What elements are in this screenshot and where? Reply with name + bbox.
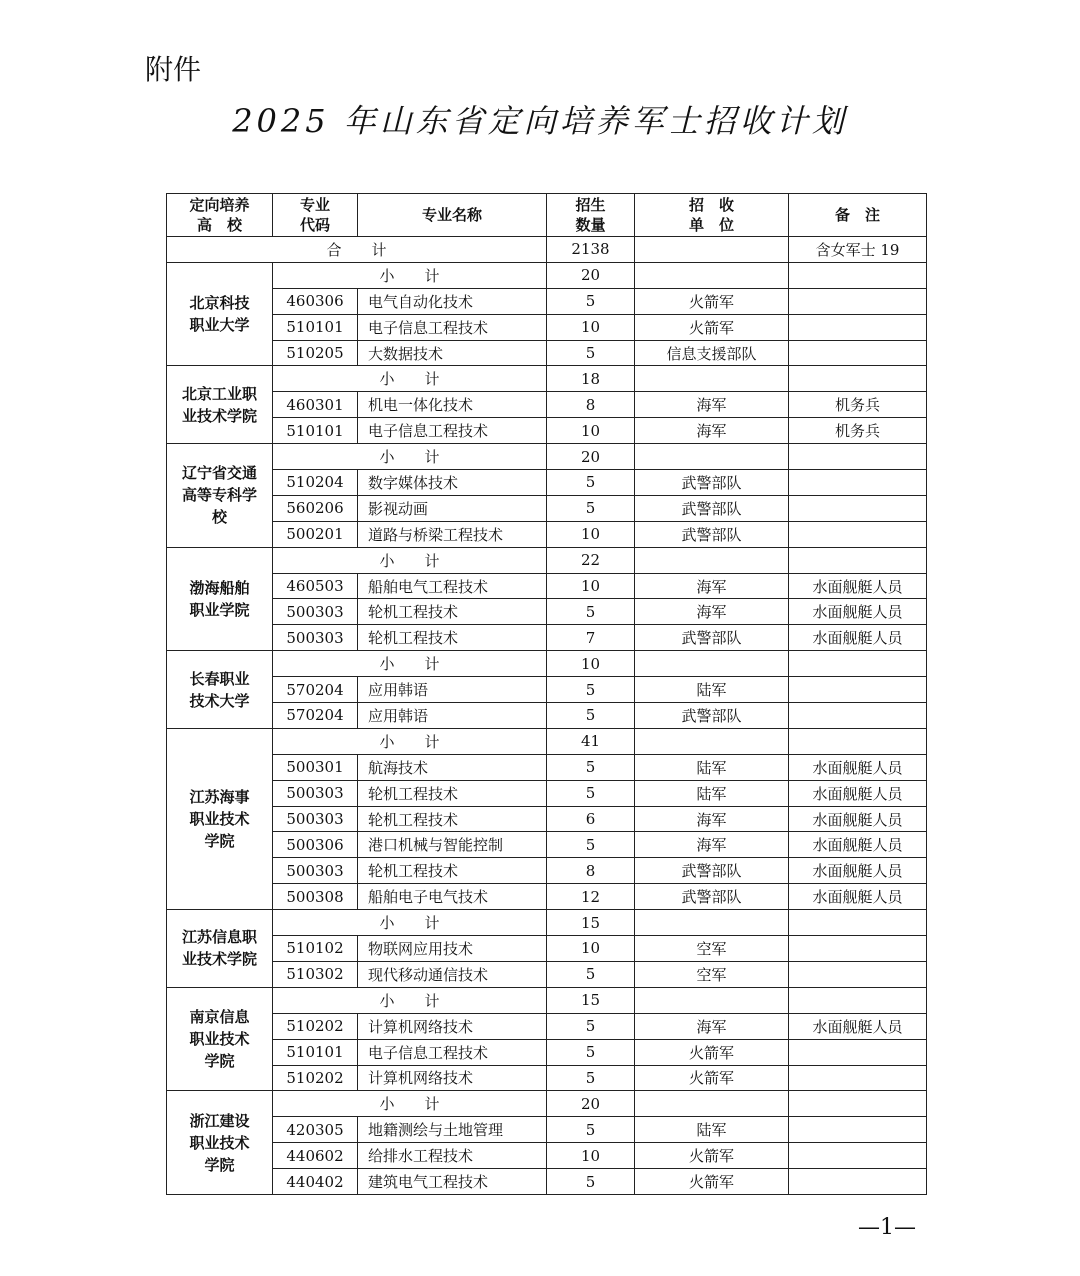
table-row	[167, 1117, 927, 1143]
table-row	[167, 1143, 927, 1169]
table-row	[167, 392, 927, 418]
enroll-count: 5	[547, 677, 635, 703]
recruiting-unit: 武警部队	[635, 495, 789, 521]
subtotal-row	[167, 366, 927, 392]
subtotal-row	[167, 262, 927, 288]
major-name: 船舶电子电气技术	[358, 884, 547, 910]
table-row	[167, 599, 927, 625]
recruiting-unit: 火箭军	[635, 314, 789, 340]
enrollment-plan-table	[166, 193, 927, 1195]
note: 水面舰艇人员	[789, 806, 927, 832]
subtotal-label: 小 计	[273, 444, 547, 470]
subtotal-unit	[635, 728, 789, 754]
column-header: 招 收 单 位	[635, 194, 789, 237]
major-name: 轮机工程技术	[358, 858, 547, 884]
subtotal-note	[789, 1091, 927, 1117]
recruiting-unit: 海军	[635, 806, 789, 832]
major-name: 现代移动通信技术	[358, 961, 547, 987]
note: 水面舰艇人员	[789, 858, 927, 884]
enroll-count: 5	[547, 1169, 635, 1195]
major-code: 510101	[273, 418, 358, 444]
enroll-count: 5	[547, 288, 635, 314]
total-row	[167, 237, 927, 263]
table-row	[167, 1065, 927, 1091]
major-code: 500301	[273, 754, 358, 780]
major-name: 给排水工程技术	[358, 1143, 547, 1169]
enroll-count: 5	[547, 1013, 635, 1039]
enroll-count: 5	[547, 340, 635, 366]
major-code: 460301	[273, 392, 358, 418]
recruiting-unit: 武警部队	[635, 470, 789, 496]
table-row	[167, 340, 927, 366]
enroll-count: 5	[547, 1039, 635, 1065]
table-row	[167, 806, 927, 832]
major-code: 460503	[273, 573, 358, 599]
subtotal-note	[789, 910, 927, 936]
recruiting-unit: 陆军	[635, 754, 789, 780]
school-name: 辽宁省交通 高等专科学 校	[167, 444, 273, 548]
column-header: 专业名称	[358, 194, 547, 237]
major-name: 电子信息工程技术	[358, 1039, 547, 1065]
table-row	[167, 573, 927, 599]
major-name: 建筑电气工程技术	[358, 1169, 547, 1195]
recruiting-unit: 陆军	[635, 780, 789, 806]
table-row	[167, 703, 927, 729]
enroll-count: 5	[547, 599, 635, 625]
column-header: 专业 代码	[273, 194, 358, 237]
enroll-count: 12	[547, 884, 635, 910]
major-name: 计算机网络技术	[358, 1065, 547, 1091]
enroll-count: 5	[547, 780, 635, 806]
school-name: 江苏信息职 业技术学院	[167, 910, 273, 988]
note	[789, 936, 927, 962]
major-name: 大数据技术	[358, 340, 547, 366]
table-row	[167, 832, 927, 858]
major-code: 460306	[273, 288, 358, 314]
subtotal-row	[167, 728, 927, 754]
column-header: 定向培养 高 校	[167, 194, 273, 237]
table-row	[167, 1169, 927, 1195]
page-title: 2025 年山东省定向培养军士招收计划	[232, 102, 848, 140]
major-name: 机电一体化技术	[358, 392, 547, 418]
subtotal-note	[789, 366, 927, 392]
enroll-count: 10	[547, 521, 635, 547]
note	[789, 1169, 927, 1195]
note: 水面舰艇人员	[789, 599, 927, 625]
table-row	[167, 495, 927, 521]
major-code: 510205	[273, 340, 358, 366]
subtotal-unit	[635, 547, 789, 573]
note: 机务兵	[789, 392, 927, 418]
note	[789, 470, 927, 496]
major-code: 510202	[273, 1065, 358, 1091]
enroll-count: 10	[547, 573, 635, 599]
enroll-count: 5	[547, 832, 635, 858]
major-code: 440602	[273, 1143, 358, 1169]
subtotal-note	[789, 547, 927, 573]
subtotal-label: 小 计	[273, 366, 547, 392]
major-code: 510101	[273, 1039, 358, 1065]
subtotal-label: 小 计	[273, 728, 547, 754]
table-row	[167, 288, 927, 314]
enroll-count: 6	[547, 806, 635, 832]
table-row	[167, 314, 927, 340]
table-row	[167, 1013, 927, 1039]
enroll-count: 5	[547, 1065, 635, 1091]
recruiting-unit: 火箭军	[635, 1039, 789, 1065]
enroll-count: 5	[547, 754, 635, 780]
major-name: 电子信息工程技术	[358, 314, 547, 340]
recruiting-unit: 武警部队	[635, 625, 789, 651]
major-code: 510202	[273, 1013, 358, 1039]
table-row	[167, 677, 927, 703]
table-row	[167, 884, 927, 910]
enroll-count: 10	[547, 418, 635, 444]
major-code: 420305	[273, 1117, 358, 1143]
recruiting-unit: 信息支援部队	[635, 340, 789, 366]
major-code: 510102	[273, 936, 358, 962]
subtotal-row	[167, 1091, 927, 1117]
enroll-count: 8	[547, 858, 635, 884]
subtotal-unit	[635, 987, 789, 1013]
subtotal-label: 小 计	[273, 987, 547, 1013]
major-name: 电气自动化技术	[358, 288, 547, 314]
school-name: 江苏海事 职业技术 学院	[167, 728, 273, 909]
subtotal-count: 20	[547, 444, 635, 470]
table-row	[167, 780, 927, 806]
recruiting-unit: 海军	[635, 418, 789, 444]
subtotal-count: 41	[547, 728, 635, 754]
note	[789, 1039, 927, 1065]
school-name: 长春职业 技术大学	[167, 651, 273, 729]
major-name: 应用韩语	[358, 703, 547, 729]
enroll-count: 8	[547, 392, 635, 418]
note	[789, 340, 927, 366]
major-name: 轮机工程技术	[358, 625, 547, 651]
subtotal-row	[167, 910, 927, 936]
enroll-count: 10	[547, 314, 635, 340]
subtotal-count: 22	[547, 547, 635, 573]
major-name: 轮机工程技术	[358, 599, 547, 625]
recruiting-unit: 海军	[635, 832, 789, 858]
note	[789, 961, 927, 987]
page-number: —1—	[858, 1215, 916, 1240]
subtotal-note	[789, 987, 927, 1013]
recruiting-unit: 火箭军	[635, 1143, 789, 1169]
major-code: 500306	[273, 832, 358, 858]
note: 水面舰艇人员	[789, 832, 927, 858]
note	[789, 314, 927, 340]
major-code: 500303	[273, 858, 358, 884]
enroll-count: 10	[547, 1143, 635, 1169]
recruiting-unit: 海军	[635, 599, 789, 625]
major-code: 510204	[273, 470, 358, 496]
recruiting-unit: 陆军	[635, 1117, 789, 1143]
major-name: 电子信息工程技术	[358, 418, 547, 444]
recruiting-unit: 空军	[635, 936, 789, 962]
major-name: 地籍测绘与土地管理	[358, 1117, 547, 1143]
school-name: 浙江建设 职业技术 学院	[167, 1091, 273, 1195]
table-row	[167, 754, 927, 780]
major-code: 500308	[273, 884, 358, 910]
subtotal-count: 18	[547, 366, 635, 392]
subtotal-row	[167, 987, 927, 1013]
major-name: 船舶电气工程技术	[358, 573, 547, 599]
note	[789, 495, 927, 521]
total-note: 含女军士 19	[789, 237, 927, 263]
recruiting-unit: 武警部队	[635, 703, 789, 729]
recruiting-unit: 武警部队	[635, 521, 789, 547]
recruiting-unit: 火箭军	[635, 1065, 789, 1091]
note	[789, 288, 927, 314]
note	[789, 677, 927, 703]
note: 水面舰艇人员	[789, 884, 927, 910]
note	[789, 1065, 927, 1091]
major-code: 570204	[273, 703, 358, 729]
recruiting-unit: 空军	[635, 961, 789, 987]
note: 水面舰艇人员	[789, 625, 927, 651]
table-header-row	[167, 194, 927, 237]
note	[789, 1143, 927, 1169]
major-name: 轮机工程技术	[358, 780, 547, 806]
attachment-label: 附件	[145, 53, 202, 86]
table-row	[167, 1039, 927, 1065]
table-row	[167, 625, 927, 651]
major-code: 500303	[273, 625, 358, 651]
subtotal-unit	[635, 910, 789, 936]
subtotal-label: 小 计	[273, 910, 547, 936]
school-name: 南京信息 职业技术 学院	[167, 987, 273, 1091]
subtotal-unit	[635, 366, 789, 392]
major-code: 570204	[273, 677, 358, 703]
recruiting-unit: 武警部队	[635, 858, 789, 884]
major-code: 510101	[273, 314, 358, 340]
table-row	[167, 418, 927, 444]
enroll-count: 5	[547, 961, 635, 987]
school-name: 渤海船舶 职业学院	[167, 547, 273, 651]
subtotal-count: 10	[547, 651, 635, 677]
subtotal-unit	[635, 262, 789, 288]
total-label: 合 计	[167, 237, 547, 263]
note: 水面舰艇人员	[789, 754, 927, 780]
major-code: 440402	[273, 1169, 358, 1195]
note: 水面舰艇人员	[789, 1013, 927, 1039]
subtotal-count: 15	[547, 987, 635, 1013]
table-row	[167, 521, 927, 547]
enroll-count: 5	[547, 1117, 635, 1143]
total-unit	[635, 237, 789, 263]
major-code: 500201	[273, 521, 358, 547]
major-name: 港口机械与智能控制	[358, 832, 547, 858]
subtotal-note	[789, 728, 927, 754]
note: 水面舰艇人员	[789, 780, 927, 806]
enroll-count: 5	[547, 470, 635, 496]
major-name: 航海技术	[358, 754, 547, 780]
table-row	[167, 936, 927, 962]
note	[789, 1117, 927, 1143]
recruiting-unit: 火箭军	[635, 288, 789, 314]
subtotal-label: 小 计	[273, 547, 547, 573]
enroll-count: 5	[547, 703, 635, 729]
subtotal-unit	[635, 444, 789, 470]
major-name: 应用韩语	[358, 677, 547, 703]
note	[789, 521, 927, 547]
subtotal-note	[789, 262, 927, 288]
subtotal-count: 20	[547, 262, 635, 288]
major-code: 500303	[273, 780, 358, 806]
major-name: 轮机工程技术	[358, 806, 547, 832]
subtotal-label: 小 计	[273, 651, 547, 677]
subtotal-label: 小 计	[273, 262, 547, 288]
major-code: 500303	[273, 599, 358, 625]
recruiting-unit: 海军	[635, 1013, 789, 1039]
subtotal-unit	[635, 651, 789, 677]
recruiting-unit: 武警部队	[635, 884, 789, 910]
column-header: 备 注	[789, 194, 927, 237]
table-row	[167, 961, 927, 987]
note: 水面舰艇人员	[789, 573, 927, 599]
subtotal-note	[789, 444, 927, 470]
total-count: 2138	[547, 237, 635, 263]
major-code: 560206	[273, 495, 358, 521]
table-row	[167, 470, 927, 496]
school-name: 北京工业职 业技术学院	[167, 366, 273, 444]
column-header: 招生 数量	[547, 194, 635, 237]
major-name: 影视动画	[358, 495, 547, 521]
recruiting-unit: 海军	[635, 573, 789, 599]
enroll-count: 5	[547, 495, 635, 521]
note: 机务兵	[789, 418, 927, 444]
enroll-count: 10	[547, 936, 635, 962]
major-name: 数字媒体技术	[358, 470, 547, 496]
subtotal-row	[167, 547, 927, 573]
subtotal-row	[167, 651, 927, 677]
major-name: 物联网应用技术	[358, 936, 547, 962]
major-name: 道路与桥梁工程技术	[358, 521, 547, 547]
recruiting-unit: 海军	[635, 392, 789, 418]
subtotal-note	[789, 651, 927, 677]
major-code: 510302	[273, 961, 358, 987]
major-name: 计算机网络技术	[358, 1013, 547, 1039]
table-row	[167, 858, 927, 884]
subtotal-count: 15	[547, 910, 635, 936]
subtotal-label: 小 计	[273, 1091, 547, 1117]
subtotal-count: 20	[547, 1091, 635, 1117]
school-name: 北京科技 职业大学	[167, 262, 273, 366]
major-code: 500303	[273, 806, 358, 832]
note	[789, 703, 927, 729]
enroll-count: 7	[547, 625, 635, 651]
recruiting-unit: 陆军	[635, 677, 789, 703]
recruiting-unit: 火箭军	[635, 1169, 789, 1195]
subtotal-unit	[635, 1091, 789, 1117]
subtotal-row	[167, 444, 927, 470]
